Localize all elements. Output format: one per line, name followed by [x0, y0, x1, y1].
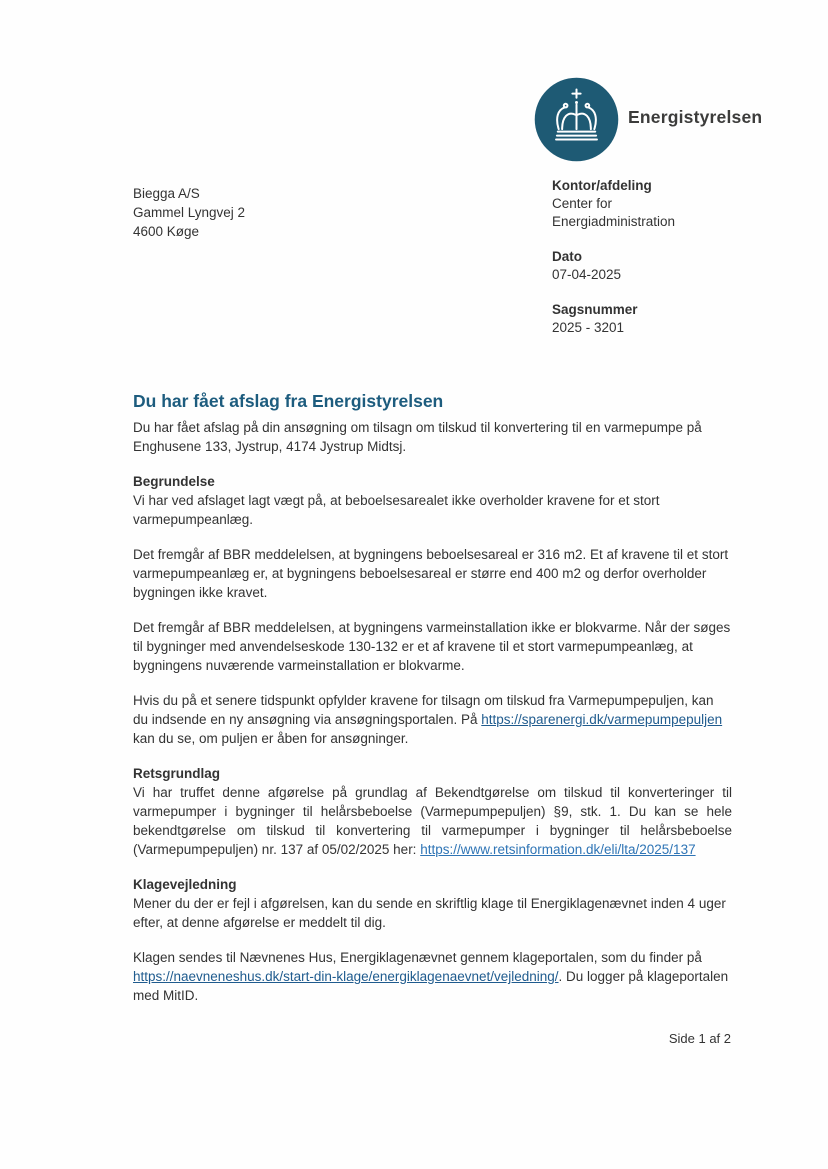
recipient-name: Biegga A/S: [133, 186, 200, 201]
hyperlink[interactable]: https://sparenergi.dk/varmepumpepuljen: [481, 712, 723, 727]
paragraph: [133, 418, 732, 456]
meta-label: Dato: [552, 249, 582, 264]
hyperlink[interactable]: https://www.retsinformation.dk/eli/lta/2025/137: [420, 842, 696, 857]
text-run: Det fremgår af BBR meddelelsen, at bygningens beboelsesareal er 316 m2. Et af kravene til et stort varmepumpeanlæg er, at bygningens beboelsesareal er større end 400 m2 og derfor overholder bygningen ikke kravet.: [133, 547, 729, 600]
text-run: Hvis du på et senere tidspunkt opfylder kravene for tilsagn om tilskud fra Varmepumpepuljen, kan du indsende en ny ansøgning via ansøgningsportalen. På: [133, 693, 714, 727]
meta-value: Energiadministration: [552, 214, 676, 229]
paragraph: [133, 545, 732, 602]
text-run: Du har fået afslag på din ansøgning om tilsagn om tilskud til konvertering til en varmepumpe på Enghusene 133, Jystrup, 4174 Jystrup Midtsj.: [133, 420, 702, 454]
crown-icon: [533, 150, 620, 167]
text-run: . Du logger på klageportalen med MitID.: [133, 969, 729, 1003]
recipient-street: Gammel Lyngvej 2: [133, 205, 246, 220]
paragraph: [133, 783, 732, 859]
section-heading: Begrundelse: [133, 474, 215, 489]
paragraph: [133, 491, 732, 529]
meta-block: [552, 177, 762, 231]
meta-label: Sagsnummer: [552, 302, 638, 317]
meta-label: Kontor/afdeling: [552, 178, 652, 193]
hyperlink[interactable]: https://naevneneshus.dk/start-din-klage/energiklagenaevnet/vejledning/: [133, 969, 559, 984]
letter-title: Du har fået afslag fra Energistyrelsen: [133, 391, 444, 411]
text-run: kan du se, om puljen er åben for ansøgninger.: [133, 731, 409, 746]
paragraph: [133, 691, 732, 748]
meta-value: Center for: [552, 196, 613, 211]
letter-sections: [133, 418, 732, 1005]
letter-body: [133, 391, 732, 1021]
meta-block: [552, 248, 762, 284]
page-number: Side 1 af 2: [668, 1031, 731, 1046]
meta-value: 07-04-2025: [552, 267, 622, 282]
meta-value: 2025 - 3201: [552, 320, 625, 335]
text-run: Mener du der er fejl i afgørelsen, kan du sende en skriftlig klage til Energiklagenævnet inden 4 uger efter, at denne afgørelse er meddelt til dig.: [133, 896, 726, 930]
text-run: Det fremgår af BBR meddelelsen, at bygningens varmeinstallation ikke er blokvarme. Når der søges til bygninger med anvendelseskode 130-132 er et af kravene til et stort varmepumpeanlæg, at bygningens nuværende varmeinstallation er blokvarme.: [133, 620, 731, 673]
meta-block: [552, 301, 762, 337]
brand-name: Energistyrelsen: [628, 107, 763, 127]
paragraph: [133, 618, 732, 675]
recipient-address: [133, 184, 245, 241]
text-run: Klagen sendes til Nævnenes Hus, Energiklagenævnet gennem klageportalen, som du finder på: [133, 950, 702, 965]
section-heading: Klagevejledning: [133, 877, 237, 892]
energistyrelsen-logo: [533, 76, 620, 163]
text-run: Vi har truffet denne afgørelse på grundlag af Bekendtgørelse om tilskud til konverteringer til varmepumper i bygninger til helårsbeboelse (Varmepumpepuljen) §9, stk. 1. Du kan se hele bekendtgørelse om tilskud til konvertering til varmepumper i bygninger til helårsbeboelse (Varmepumpepuljen) nr. 137 af 05/02/2025 her:: [133, 785, 732, 857]
meta-panel: [552, 177, 762, 354]
paragraph: [133, 948, 732, 1005]
text-run: Vi har ved afslaget lagt vægt på, at beboelsesarealet ikke overholder kravene for et stort varmepumpeanlæg.: [133, 493, 660, 527]
recipient-city: 4600 Køge: [133, 224, 200, 239]
section-heading: Retsgrundlag: [133, 766, 221, 781]
paragraph: [133, 894, 732, 932]
